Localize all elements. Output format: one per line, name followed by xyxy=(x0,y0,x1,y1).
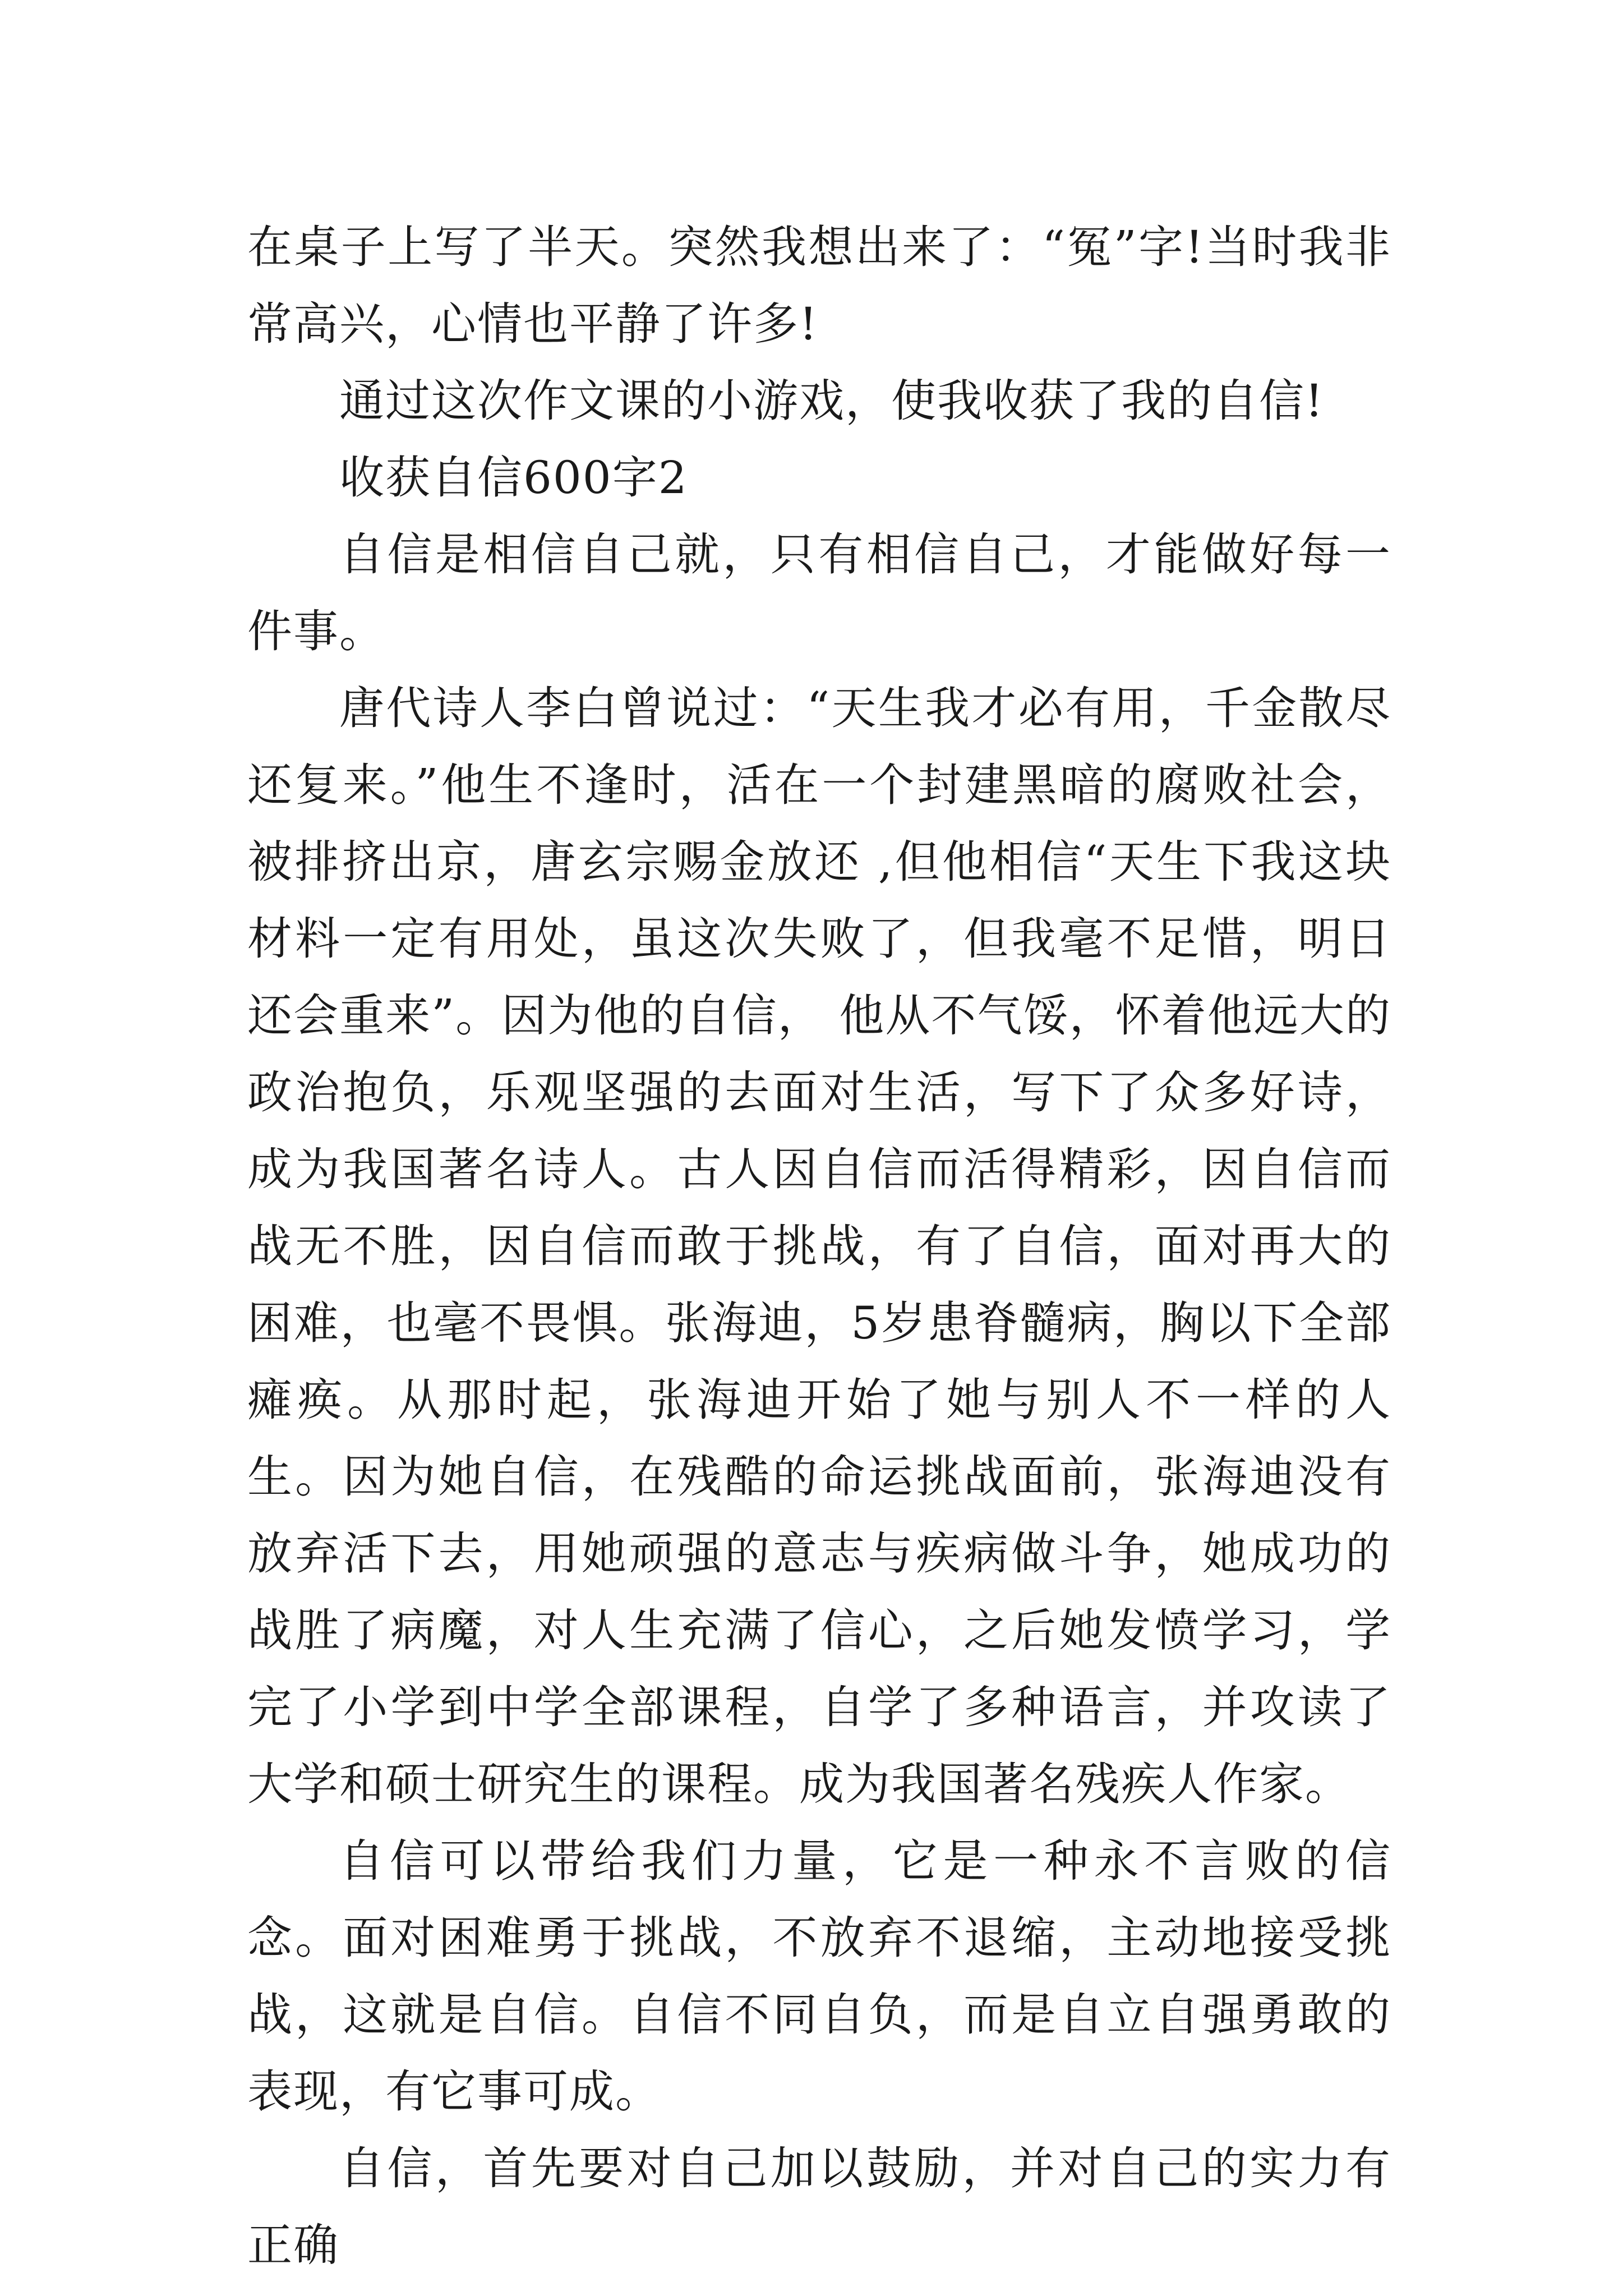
paragraph-encourage: 自信，首先要对自己加以鼓励，并对自己的实力有正确 xyxy=(247,2142,1391,2271)
essay-heading: 收获自信600字2 xyxy=(339,452,688,504)
body-text xyxy=(247,209,1391,2284)
paragraph-examples: 唐代诗人李白曾说过：“天生我才必有用，千金散尽还复来。”他生不逢时，活在一个封建黑暗的腐败社会，被排挤出京，唐玄宗赐金放还 ,但他相信“天生下我这块材料一定有用处，虽这次失败了，但我毫不足惜，明日还会重来”。因为他的自信， 他从不气馁，怀着他远大的政治抱负，乐观坚强的去面对生活，写下了众多好诗，成为我国著名诗人。古人因自信而活得精彩，因自信而战无不胜，因自信而敢于挑战，有了自信，面对再大的困难，也毫不畏惧。张海迪，5岁患脊髓病，胸以下全部瘫痪。从那时起，张海迪开始了她与别人不一样的人生。因为她自信，在残酷的命运挑战面前，张海迪没有放弃活下去，用她顽强的意志与疾病做斗争，她成功的战胜了病魔，对人生充满了信心，之后她发愤学习，学完了小学到中学全部课程，自学了多种语言，并攻读了大学和硕士研究生的课程。成为我国著名残疾人作家。 xyxy=(247,682,1391,1810)
paragraph-intro: 自信是相信自己就，只有相信自己，才能做好每一件事。 xyxy=(247,528,1391,657)
paragraph-continuation: 在桌子上写了半天。突然我想出来了：“冤”字!当时我非常高兴，心情也平静了许多! xyxy=(247,221,1391,350)
paragraph-conclusion: 通过这次作文课的小游戏，使我收获了我的自信! xyxy=(339,375,1325,427)
paragraph-power: 自信可以带给我们力量，它是一种永不言败的信念。面对困难勇于挑战，不放弃不退缩，主动地接受挑战，这就是自信。自信不同自负，而是自立自强勇敢的表现，有它事可成。 xyxy=(247,1835,1391,2118)
